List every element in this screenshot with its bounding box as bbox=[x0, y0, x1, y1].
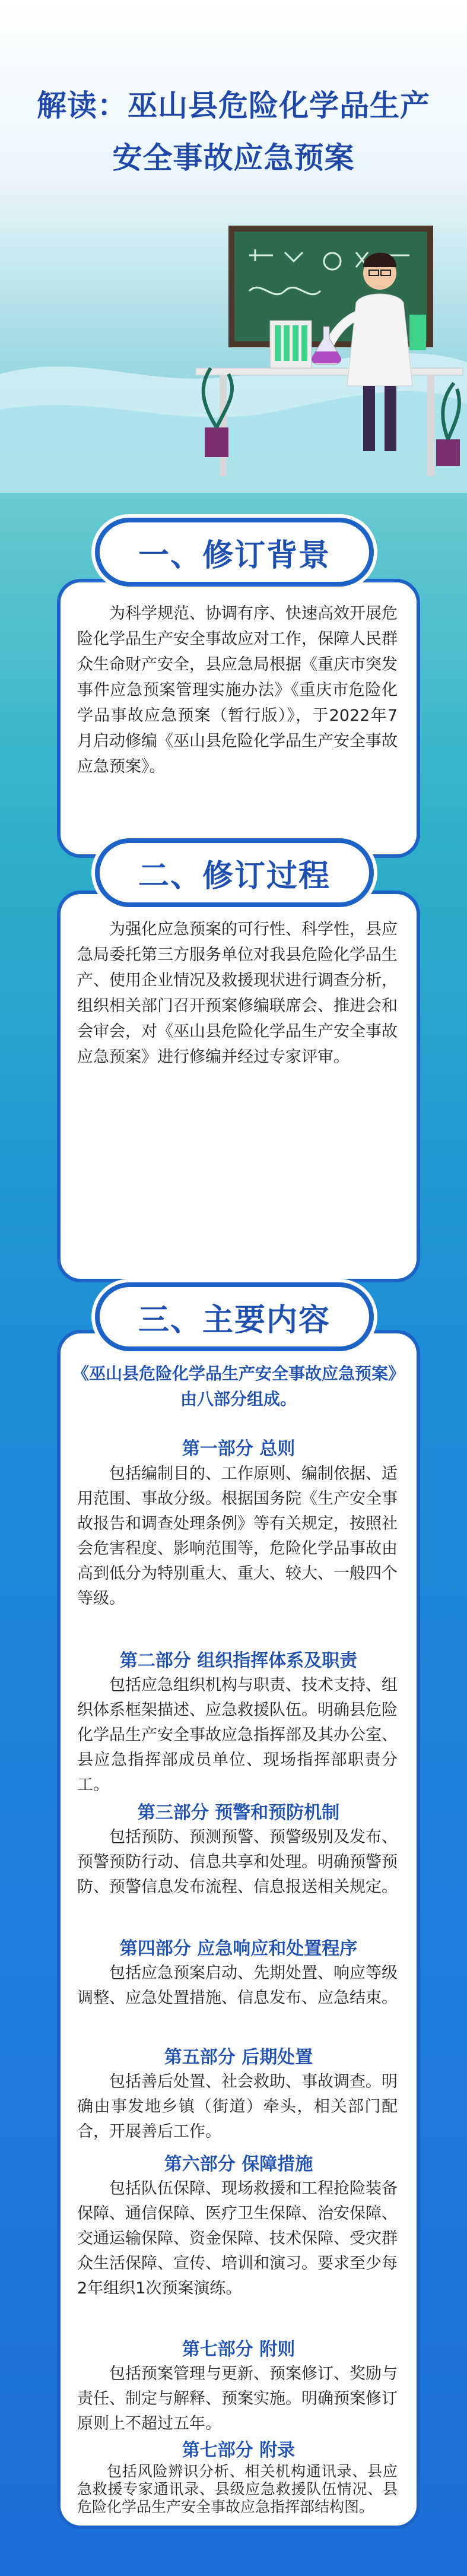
section-heading-process: 二、修订过程 bbox=[95, 838, 374, 907]
part-body: 包括善后处置、社会救助、事故调查。明确由事发地乡镇（街道）牵头，相关部门配合，开展善后工作。 bbox=[77, 2073, 398, 2141]
part-title: 第六部分 保障措施 bbox=[164, 2154, 313, 2175]
plan-title: 《巫山县危险化学品生产安全事故应急预案》 bbox=[72, 1364, 405, 1383]
part-title: 第七部分 附录 bbox=[182, 2440, 296, 2461]
page-title-line1: 解读：巫山县危险化学品生产 bbox=[37, 88, 430, 123]
part-body: 包括编制目的、工作原则、编制依据、适用范围、事故分级。根据国务院《生产安全事故报告和调查处理条例》等有关规定，按照社会危害程度、影响范围等，危险化学品事故由高到低分为特别重大、重大、较大、一般四个等级。 bbox=[77, 1465, 398, 1608]
part-body: 包括预防、预测预警、预警级别及发布、预警预防行动、信息共享和处理。明确预警预防、预警信息发布流程、信息报送相关规定。 bbox=[77, 1828, 398, 1896]
part-body: 包括应急预案启动、先期处置、响应等级调整、应急处置措施、信息发布、应急结束。 bbox=[77, 1964, 398, 2007]
plan-composition: 由八部分组成。 bbox=[180, 1389, 297, 1409]
section-background-text: 为科学规范、协调有序、快速高效开展危险化学品生产安全事故应对工作，保障人民群众生命财产安全，县应急局根据《重庆市突发事件应急预案管理实施办法》《重庆市危险化学品事故应急预案（暂行版）》，于2022年7月启动修编《巫山县危险化学品生产安全事故应急预案》。 bbox=[77, 604, 398, 776]
part-body: 包括队伍保障、现场救援和工程抢险装备保障、通信保障、医疗卫生保障、治安保障、交通运输保障、资金保障、技术保障、受灾群众生活保障、宣传、培训和演习。要求至少每2年组织1次预案演练。 bbox=[77, 2179, 398, 2298]
part-body: 包括风险辨识分析、相关机构通讯录、县应急救援专家通讯录、县级应急救援队伍情况、县危险化学品生产安全事故应急指挥部结构图。 bbox=[77, 2463, 398, 2515]
part-body: 包括应急组织机构与职责、技术支持、组织体系框架描述、应急救援队伍。明确县危险化学品生产安全事故应急指挥部及其办公室、县应急指挥部成员单位、现场指挥部职责分工。 bbox=[77, 1676, 398, 1794]
part-title: 第二部分 组织指挥体系及职责 bbox=[119, 1650, 358, 1671]
page-title-line2: 安全事故应急预案 bbox=[112, 141, 355, 175]
part-title: 第四部分 应急响应和处置程序 bbox=[119, 1938, 358, 1959]
section-heading-background: 一、修订背景 bbox=[95, 518, 374, 587]
part-title: 第三部分 预警和预防机制 bbox=[137, 1802, 340, 1823]
part-title: 第一部分 总则 bbox=[182, 1438, 296, 1459]
part-title: 第五部分 后期处置 bbox=[164, 2047, 313, 2068]
section-process-text: 为强化应急预案的可行性、科学性，县应急局委托第三方服务单位对我县危险化学品生产、使用企业情况及救援现状进行调查分析，组织相关部门召开预案修编联席会、推进会和会审会，对《巫山县危险化学品生产安全事故应急预案》进行修编并经过专家评审。 bbox=[77, 920, 398, 1066]
chemist-illustration bbox=[0, 196, 467, 493]
section-heading-content: 三、主要内容 bbox=[95, 1282, 374, 1351]
part-title: 第七部分 附则 bbox=[182, 2339, 296, 2360]
part-body: 包括预案管理与更新、预案修订、奖励与责任、制定与解释、预案实施。明确预案修订原则上不超过五年。 bbox=[77, 2365, 398, 2433]
